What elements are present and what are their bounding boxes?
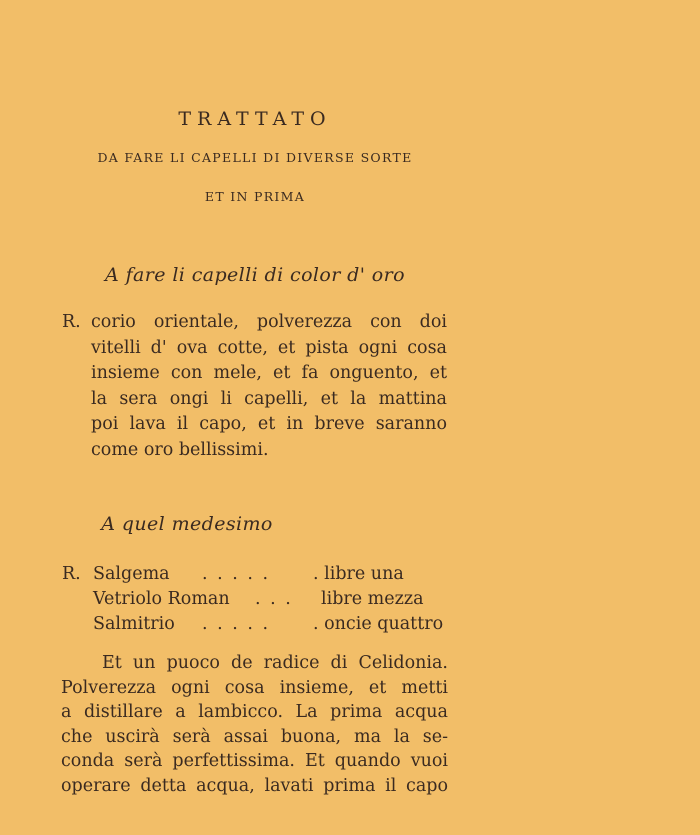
ingredient-leader-dots: . . . . . [202,564,271,584]
ingredient-list [62,562,452,637]
ingredient-quantity: . oncie quattro [313,614,444,634]
recipe-line: poi lava il capo, et in breve saranno [91,414,447,434]
recipe-gold-hair [62,310,447,463]
recipe-line: corio orientale, polverezza con doi [91,312,447,332]
ingredient-row [62,562,452,587]
section-heading-same: A quel medesimo [101,513,273,535]
paragraph-line: che uscirà serà assai buona, ma la se- [61,726,448,747]
paragraph-line: a distillare a lambicco. La prima acqua [61,702,448,722]
page-title: TRATTATO [178,108,332,130]
recipe-paragraph [61,651,448,798]
ingredient-name: Salgema [93,564,170,584]
recipe-marker: R. [62,312,81,332]
recipe-line: come oro bellissimi. [91,439,269,460]
paragraph-line: operare detta acqua, lavati prima il capo [61,775,448,796]
ingredient-row [62,587,452,612]
ingredient-name: Vetriolo Roman [93,589,230,609]
paragraph-line: Et un puoco de radice di Celidonia. [102,653,448,673]
paragraph-line: conda serà perfettissima. Et quando vuoi [61,751,448,771]
paragraph-line: Polverezza ogni cosa insieme, et metti [61,677,448,698]
recipe-line: vitelli d' ova cotte, et pista ogni cosa [91,337,447,358]
recipe-line: insieme con mele, et fa onguento, et [91,363,447,383]
ingredient-quantity: libre mezza [321,589,424,609]
ingredient-leader-dots: . . . [255,589,293,609]
recipe-line: la sera ongi li capelli, et la mattina [91,388,447,409]
ingredient-quantity: . libre una [313,564,404,584]
ingredient-name: Salmitrio [93,614,175,634]
page-subtitle-secondary: ET IN PRIMA [204,189,306,204]
page-subtitle: DA FARE LI CAPELLI DI DIVERSE SORTE [97,150,413,165]
recipe-marker: R. [62,564,81,584]
section-heading-gold-hair: A fare li capelli di color d' oro [105,264,405,286]
ingredient-leader-dots: . . . . . [202,614,271,634]
ingredient-row [62,612,452,637]
